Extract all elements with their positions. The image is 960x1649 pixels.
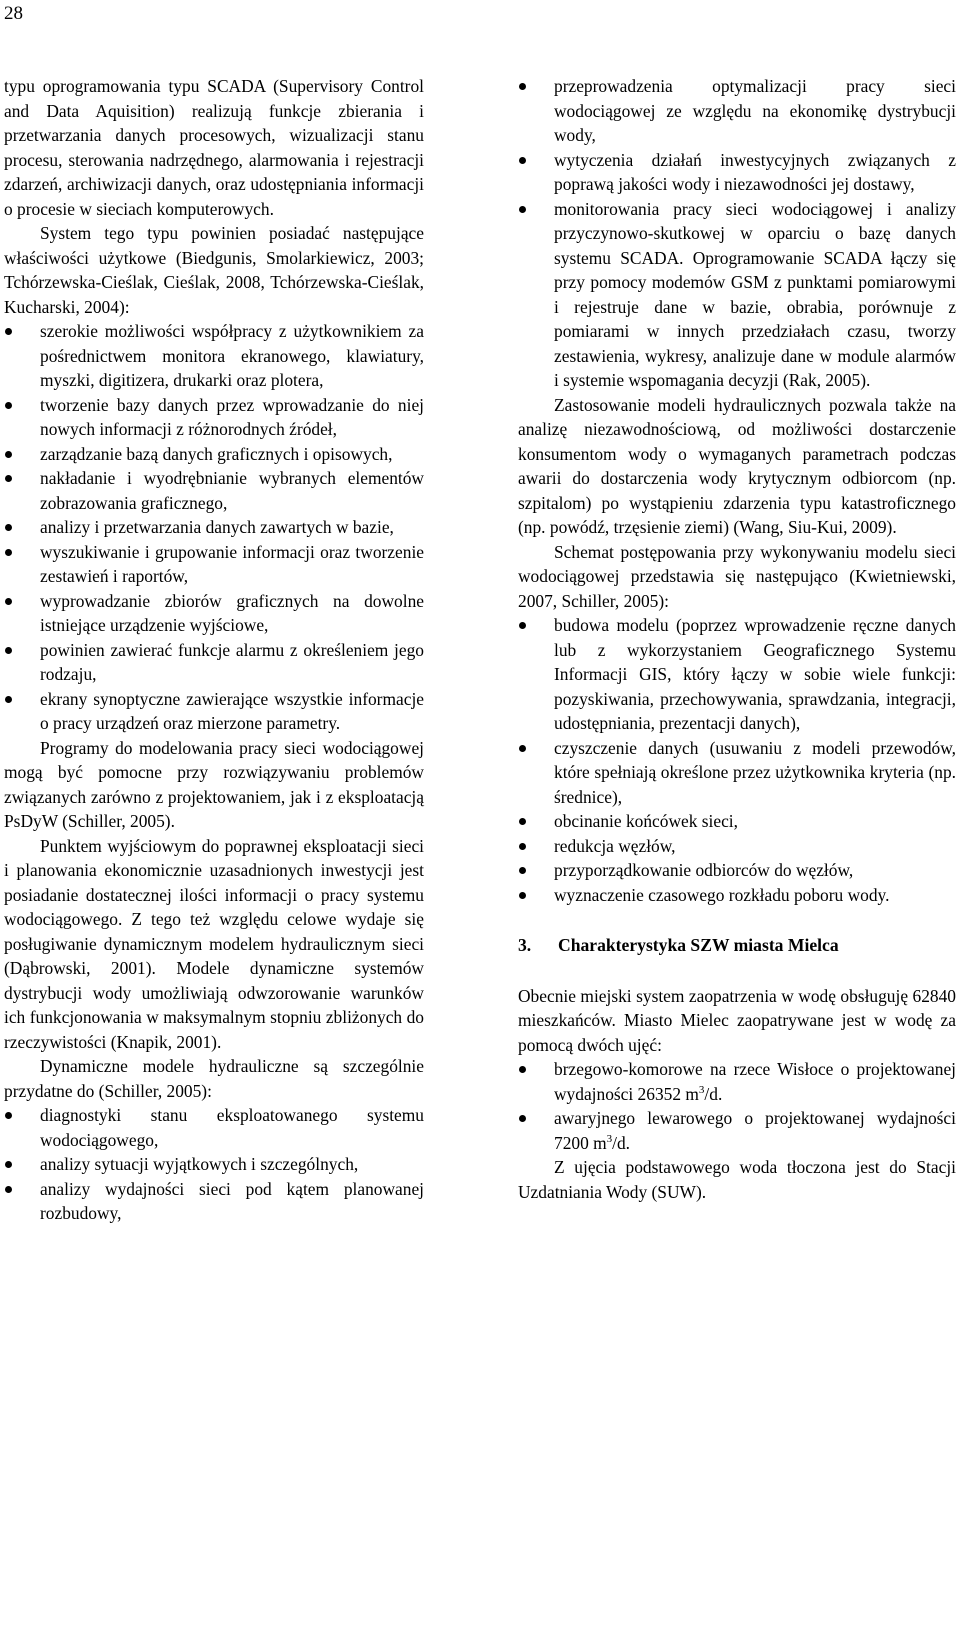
paragraph: Obecnie miejski system zaopatrzenia w wodę obsługuję 62840 mieszkańców. Miasto Mielec zaopatrywane jest w wodę za pomocą dwóch ujęć:: [518, 985, 956, 1055]
list-item: brzegowo-komorowe na rzece Wisłoce o projektowanej wydajności 26352 $m^3/d$.: [554, 1059, 956, 1104]
list-item: analizy i przetwarzania danych zawartych w bazie,: [40, 517, 394, 537]
list-item: obcinanie końcówek sieci,: [554, 811, 738, 831]
paragraph: Dynamiczne modele hydrauliczne są szczególnie przydatne do (Schiller, 2005):: [4, 1056, 424, 1101]
list-item: szerokie możliwości współpracy z użytkownikiem za pośrednictwem monitora ekranowego, klawiatury, myszki, digitizera, drukarki oraz plotera,: [40, 321, 424, 390]
bullet-list-properties: [4, 319, 424, 736]
paragraph: Programy do modelowania pracy sieci wodociągowej mogą być pomocne przy rozwiązywaniu problemów związanych zarówno z projektowaniem, jak i z eksploatacją PsDyW (Schiller, 2005).: [4, 737, 424, 831]
list-item: wyznaczenie czasowego rozkładu poboru wody.: [554, 884, 890, 905]
paragraph: Z ujęcia podstawowego woda tłoczona jest do Stacji Uzdatniania Wody (SUW).: [518, 1157, 956, 1202]
list-item: wytyczenia działań inwestycyjnych związanych z poprawą jakości wody i niezawodności jej dostawy,: [554, 149, 956, 194]
list-item: awaryjnego lewarowego o projektowanej wydajności 7200 $m^3/d$.: [554, 1108, 956, 1153]
list-item: diagnostyki stanu eksploatowanego systemu wodociągowego,: [40, 1105, 424, 1150]
list-item: przeprowadzenia optymalizacji pracy sieci wodociągowej ze względu na ekonomikę dystrybucji wody,: [554, 76, 956, 145]
list-item: czyszczenie danych (usuwaniu z modeli przewodów, które spełniają określone przez użytkownika kryteria (np. średnice),: [554, 737, 956, 807]
list-item: nakładanie i wyodrębnianie wybranych elementów zobrazowania graficznego,: [40, 468, 424, 513]
paragraph: typu oprogramowania typu SCADA (Supervisory Control and Data Aquisition) realizują funkcje zbierania i przetwarzania danych procesowych, wizualizacji stanu procesu, sterowania nadrzędnego, alarmowania i rejestracji zdarzeń, archiwizacji danych, oraz udostępniania informacji o procesie w sieciach komputerowych.: [4, 76, 424, 219]
paragraph: Schemat postępowania przy wykonywaniu modelu sieci wodociągowej przedstawia się następująco (Kwietniewski, 2007, Schiller, 2005):: [518, 541, 956, 611]
paragraph: Punktem wyjściowym do poprawnej eksploatacji sieci i planowania ekonomicznie uzasadnionych inwestycji jest posiadanie dostatecznej ilości informacji o pracy systemu wodociągowego. Z tego też względu celowe wydaje się posługiwanie dynamicznym modelem hydraulicznym sieci (Dąbrowski, 2001). Modele dynamiczne systemów dystrybucji wody umożliwiają odwzorowanie warunków ich funkcjonowania w maksymalnym stopniu zbliżonych do rzeczywistości (Knapik, 2001).: [4, 835, 424, 1052]
bullet-list-applications: [4, 1103, 424, 1226]
list-item: przyporządkowanie odbiorców do węzłów,: [554, 860, 854, 880]
list-item: powinien zawierać funkcje alarmu z określeniem jego rodzaju,: [40, 639, 424, 684]
right-column: [518, 74, 956, 1204]
list-item: wyprowadzanie zbiorów graficznych na dowolne istniejące urządzenie wyjściowe,: [40, 590, 424, 635]
list-item: redukcja węzłów,: [554, 835, 676, 856]
section-number: 3.: [518, 935, 532, 955]
list-item: ekrany synoptyczne zawierające wszystkie informacje o pracy urządzeń oraz mierzone parametry.: [40, 688, 424, 733]
paragraph: Zastosowanie modeli hydraulicznych pozwala także na analizę niezawodnościową, od możliwości dostarczenie konsumentom wody o wymaganych parametrach podczas awarii do dostarczenia wody krytycznym odbiorcom (np. szpitalom) po wystąpieniu zdarzenia typu katastroficznego (np. powódź, trzęsienie ziemi) (Wang, Siu-Kui, 2009).: [518, 394, 956, 537]
list-item: analizy sytuacji wyjątkowych i szczególnych,: [40, 1154, 359, 1174]
list-item: tworzenie bazy danych przez wprowadzanie do niej nowych informacji z różnorodnych źródeł,: [40, 394, 424, 439]
list-item: wyszukiwanie i grupowanie informacji oraz tworzenie zestawień i raportów,: [40, 541, 424, 586]
list-item: analizy wydajności sieci pod kątem planowanej rozbudowy,: [40, 1178, 424, 1223]
bullet-list-applications-continued: [518, 74, 956, 393]
list-item: monitorowania pracy sieci wodociągowej i analizy przyczynowo-skutkowej w oparciu o bazę danych systemu SCADA. Oprogramowanie SCADA łączy się przy pomocy modemów GSM z punktami pomiarowymi i rejestruje dane w bazie, obrabia, porównuje z pomiarami w innych przedziałach czasu, tworzy zestawienia, wykresy, analizuje dane w module alarmów i systemie wspomagania decyzji (Rak, 2005).: [554, 198, 956, 390]
bullet-list-model-steps: [518, 613, 956, 907]
paragraph: System tego typu powinien posiadać następujące właściwości użytkowe (Biedgunis, Smolarkiewicz, 2003; Tchórzewska-Cieślak, Cieślak, 2008, Tchórzewska-Cieślak, Kucharski, 2004):: [4, 223, 424, 317]
list-item: zarządzanie bazą danych graficznych i opisowych,: [40, 443, 393, 464]
section-title: Charakterystyka SZW miasta Mielca: [558, 935, 839, 955]
list-item: budowa modelu (poprzez wprowadzenie ręczne danych lub z wykorzystaniem Geograficznego Systemu Informacji GIS, który łączy w sobie wiele funkcji: pozyskiwania, przechowywania, sprawdzania, integracji, udostępniania, prezentacji danych),: [554, 615, 956, 733]
bullet-list-intakes: [518, 1057, 956, 1155]
page-number: 28: [4, 3, 23, 24]
left-column: [4, 74, 424, 1226]
section-heading: [518, 933, 956, 958]
